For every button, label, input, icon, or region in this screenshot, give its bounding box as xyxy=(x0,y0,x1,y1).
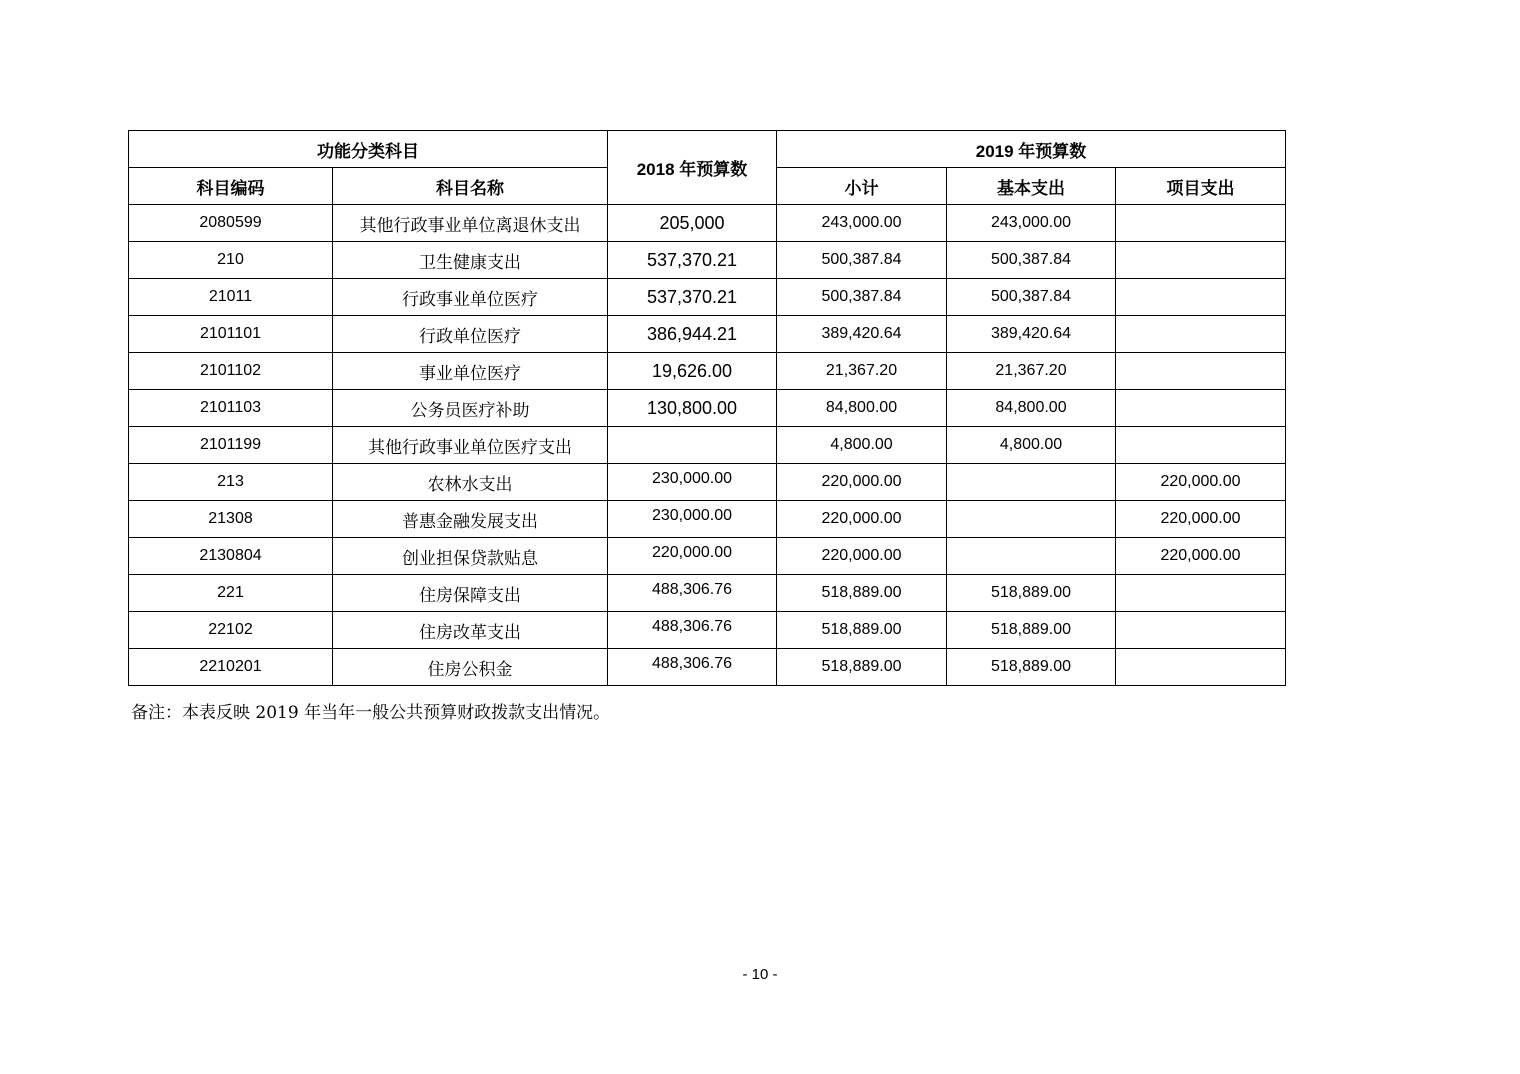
cell-name: 其他行政事业单位离退休支出 xyxy=(333,205,608,242)
cell-basic: 518,889.00 xyxy=(947,575,1116,612)
cell-2018: 230,000.00 xyxy=(608,501,777,538)
cell-project xyxy=(1116,205,1286,242)
table-row xyxy=(129,316,1286,353)
cell-project xyxy=(1116,390,1286,427)
cell-subtotal: 220,000.00 xyxy=(777,464,947,501)
cell-name: 行政单位医疗 xyxy=(333,316,608,353)
table-row xyxy=(129,649,1286,686)
cell-project xyxy=(1116,612,1286,649)
cell-project xyxy=(1116,316,1286,353)
cell-name: 住房公积金 xyxy=(333,649,608,686)
cell-2018: 488,306.76 xyxy=(608,575,777,612)
cell-basic: 84,800.00 xyxy=(947,390,1116,427)
cell-2018 xyxy=(608,427,777,464)
cell-project xyxy=(1116,427,1286,464)
header-2019-budget: 2019 年预算数 xyxy=(777,131,1286,168)
cell-basic xyxy=(947,501,1116,538)
header-name: 科目名称 xyxy=(333,168,608,205)
header-functional-category: 功能分类科目 xyxy=(129,131,608,168)
header-project-expense: 项目支出 xyxy=(1116,168,1286,205)
cell-name: 住房保障支出 xyxy=(333,575,608,612)
cell-project xyxy=(1116,279,1286,316)
budget-table xyxy=(128,130,1286,686)
cell-project: 220,000.00 xyxy=(1116,501,1286,538)
cell-basic xyxy=(947,464,1116,501)
cell-2018: 537,370.21 xyxy=(608,242,777,279)
cell-code: 2101102 xyxy=(129,353,333,390)
cell-name: 公务员医疗补助 xyxy=(333,390,608,427)
cell-2018: 205,000 xyxy=(608,205,777,242)
table-row xyxy=(129,464,1286,501)
cell-subtotal: 21,367.20 xyxy=(777,353,947,390)
cell-code: 213 xyxy=(129,464,333,501)
cell-2018: 230,000.00 xyxy=(608,464,777,501)
cell-subtotal: 4,800.00 xyxy=(777,427,947,464)
cell-project xyxy=(1116,353,1286,390)
table-row xyxy=(129,501,1286,538)
cell-subtotal: 500,387.84 xyxy=(777,242,947,279)
cell-project xyxy=(1116,575,1286,612)
cell-code: 21308 xyxy=(129,501,333,538)
header-2018-budget: 2018 年预算数 xyxy=(608,131,777,205)
table-row xyxy=(129,242,1286,279)
cell-name: 事业单位医疗 xyxy=(333,353,608,390)
cell-basic: 21,367.20 xyxy=(947,353,1116,390)
header-code: 科目编码 xyxy=(129,168,333,205)
cell-name: 行政事业单位医疗 xyxy=(333,279,608,316)
cell-name: 农林水支出 xyxy=(333,464,608,501)
cell-name: 普惠金融发展支出 xyxy=(333,501,608,538)
cell-2018: 130,800.00 xyxy=(608,390,777,427)
table-note: 备注：本表反映 2019 年当年一般公共预算财政拨款支出情况。 xyxy=(131,703,611,723)
cell-basic: 518,889.00 xyxy=(947,612,1116,649)
cell-code: 2101199 xyxy=(129,427,333,464)
cell-2018: 386,944.21 xyxy=(608,316,777,353)
table-row xyxy=(129,575,1286,612)
header-basic-expense: 基本支出 xyxy=(947,168,1116,205)
cell-basic: 4,800.00 xyxy=(947,427,1116,464)
cell-2018: 220,000.00 xyxy=(608,538,777,575)
cell-code: 2101103 xyxy=(129,390,333,427)
cell-subtotal: 220,000.00 xyxy=(777,538,947,575)
cell-2018: 488,306.76 xyxy=(608,612,777,649)
cell-project xyxy=(1116,649,1286,686)
table-row xyxy=(129,353,1286,390)
header-row-1 xyxy=(129,131,1286,168)
cell-basic: 243,000.00 xyxy=(947,205,1116,242)
cell-name: 创业担保贷款贴息 xyxy=(333,538,608,575)
cell-code: 2130804 xyxy=(129,538,333,575)
cell-subtotal: 220,000.00 xyxy=(777,501,947,538)
table-row xyxy=(129,205,1286,242)
cell-basic: 500,387.84 xyxy=(947,242,1116,279)
cell-subtotal: 518,889.00 xyxy=(777,575,947,612)
cell-name: 卫生健康支出 xyxy=(333,242,608,279)
cell-code: 2101101 xyxy=(129,316,333,353)
table-row xyxy=(129,427,1286,464)
cell-basic xyxy=(947,538,1116,575)
table-row xyxy=(129,612,1286,649)
header-subtotal: 小计 xyxy=(777,168,947,205)
cell-subtotal: 500,387.84 xyxy=(777,279,947,316)
cell-subtotal: 243,000.00 xyxy=(777,205,947,242)
cell-2018: 19,626.00 xyxy=(608,353,777,390)
cell-subtotal: 518,889.00 xyxy=(777,649,947,686)
cell-project: 220,000.00 xyxy=(1116,464,1286,501)
cell-code: 210 xyxy=(129,242,333,279)
cell-code: 2210201 xyxy=(129,649,333,686)
cell-project: 220,000.00 xyxy=(1116,538,1286,575)
table-row xyxy=(129,279,1286,316)
cell-code: 221 xyxy=(129,575,333,612)
cell-subtotal: 518,889.00 xyxy=(777,612,947,649)
cell-code: 2080599 xyxy=(129,205,333,242)
table-row xyxy=(129,390,1286,427)
cell-code: 22102 xyxy=(129,612,333,649)
cell-basic: 389,420.64 xyxy=(947,316,1116,353)
cell-basic: 500,387.84 xyxy=(947,279,1116,316)
cell-basic: 518,889.00 xyxy=(947,649,1116,686)
cell-code: 21011 xyxy=(129,279,333,316)
cell-subtotal: 389,420.64 xyxy=(777,316,947,353)
cell-name: 其他行政事业单位医疗支出 xyxy=(333,427,608,464)
cell-project xyxy=(1116,242,1286,279)
table-row xyxy=(129,538,1286,575)
page-number: - 10 - xyxy=(742,966,778,983)
cell-2018: 488,306.76 xyxy=(608,649,777,686)
cell-2018: 537,370.21 xyxy=(608,279,777,316)
cell-name: 住房改革支出 xyxy=(333,612,608,649)
cell-subtotal: 84,800.00 xyxy=(777,390,947,427)
